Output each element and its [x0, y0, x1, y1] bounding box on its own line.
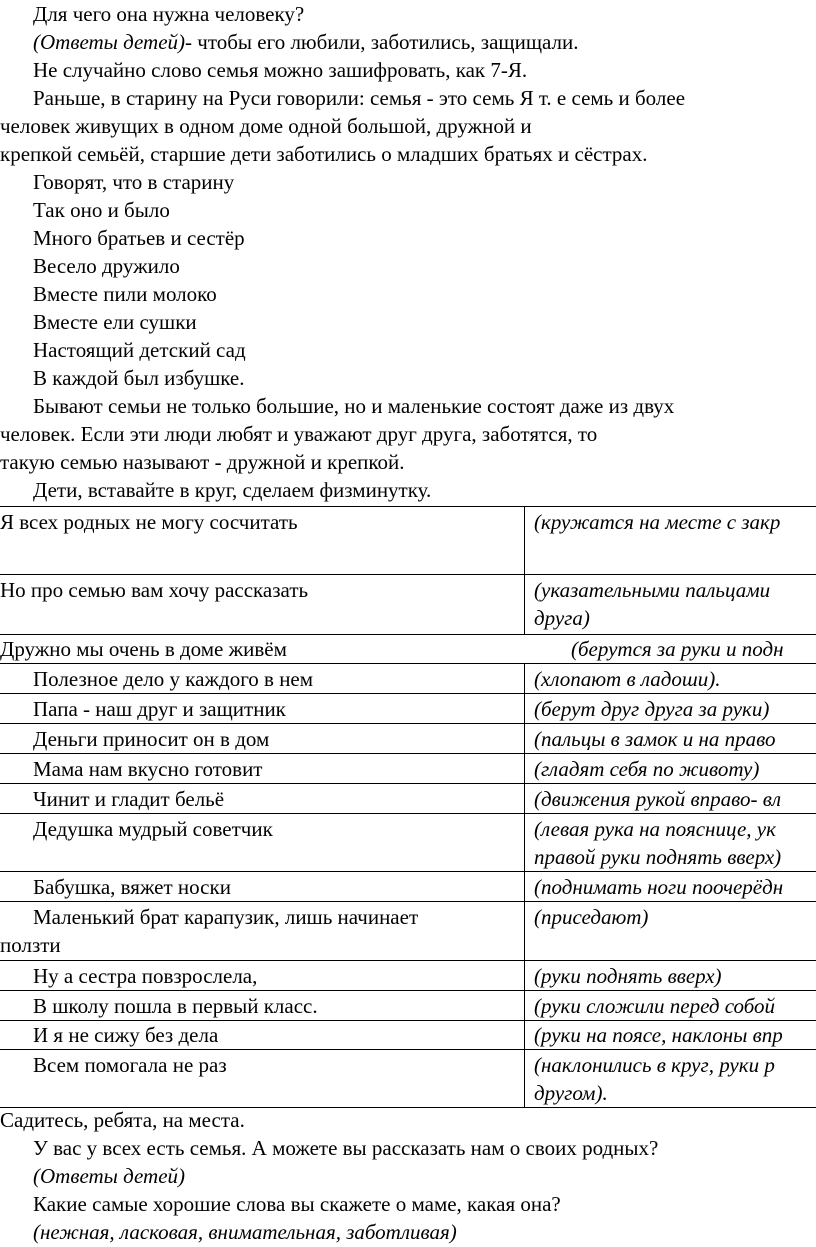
- table-cell-action: (хлопают в ладоши).: [534, 667, 721, 691]
- table-cell-text: Ну а сестра повзрослела,: [33, 964, 258, 988]
- table-cell-action: (поднимать ноги поочерёдн: [534, 875, 784, 899]
- paragraph-continuation: человек живущих в одном доме одной большой, дружной и: [0, 114, 532, 138]
- table-cell-action: (указательными пальцами: [534, 578, 771, 602]
- table-rule: [0, 663, 816, 664]
- table-cell-text: Всем помогала не раз: [33, 1053, 227, 1077]
- paragraph-continuation: человек. Если эти люди любят и уважают друг друга, заботятся, то: [0, 422, 598, 446]
- table-cell-action: (берутся за руки и подн: [571, 637, 784, 661]
- table-cell-text: Дедушка мудрый советчик: [33, 817, 273, 841]
- table-cell-action: (пальцы в замок и на право: [534, 727, 776, 751]
- table-cell-text: Деньги приносит он в дом: [33, 727, 270, 751]
- table-rule: [0, 990, 816, 991]
- table-cell-text: Чинит и гладит бельё: [33, 787, 225, 811]
- table-rule: [0, 813, 816, 814]
- paragraph-continuation: такую семью называют - дружной и крепкой.: [0, 450, 405, 474]
- table-cell-action: (приседают): [534, 905, 649, 929]
- paragraph: Садитесь, ребята, на места.: [0, 1108, 245, 1132]
- table-cell-action: (руки сложили перед собой: [534, 994, 776, 1018]
- italic-note: (нежная, ласковая, внимательная, заботливая): [33, 1220, 457, 1244]
- paragraph: У вас у всех есть семья. А можете вы рассказать нам о своих родных?: [33, 1136, 659, 1160]
- table-rule: [0, 960, 816, 961]
- table-cell-text: Маленький брат карапузик, лишь начинает: [33, 905, 419, 929]
- paragraph: Дети, вставайте в круг, сделаем физминутку.: [33, 478, 432, 502]
- paragraph: Не случайно слово семья можно зашифровать, как 7-Я.: [33, 58, 528, 82]
- table-cell-action: другом).: [534, 1081, 608, 1105]
- table-cell-text: Мама нам вкусно готовит: [33, 757, 263, 781]
- table-cell-action: (руки поднять вверх): [534, 964, 722, 988]
- table-cell-text: И я не сижу без дела: [33, 1023, 219, 1047]
- poem-line: Настоящий детский сад: [33, 338, 246, 362]
- poem-line: Так оно и было: [33, 198, 170, 222]
- paragraph-continuation: крепкой семьёй, старшие дети заботились о младших братьях и сёстрах.: [0, 142, 648, 166]
- table-cell-action: (гладят себя по животу): [534, 757, 760, 781]
- column-divider: [524, 663, 525, 1107]
- italic-note: (Ответы детей): [33, 1164, 186, 1188]
- exercise-table: [0, 506, 816, 1106]
- table-cell-action: (кружатся на месте с закр: [534, 510, 781, 534]
- table-cell-text: ползти: [0, 933, 61, 957]
- table-rule: [0, 723, 816, 724]
- table-rule: [0, 574, 816, 575]
- table-rule: [0, 753, 816, 754]
- paragraph: [33, 28, 578, 56]
- paragraph-text: - чтобы его любили, заботились, защищали.: [185, 30, 579, 54]
- paragraph: Бывают семьи не только большие, но и маленькие состоят даже из двух: [33, 394, 675, 418]
- table-cell-action: (наклонились в круг, руки р: [534, 1053, 775, 1077]
- table-rule: [0, 506, 816, 507]
- paragraph: Для чего она нужна человеку?: [33, 2, 305, 26]
- table-cell-action: (берут друг друга за руки): [534, 697, 770, 721]
- table-rule: [0, 693, 816, 694]
- table-rule: [0, 1049, 816, 1050]
- paragraph: Какие самые хорошие слова вы скажете о маме, какая она?: [33, 1192, 561, 1216]
- table-cell-text: Я всех родных не могу сосчитать: [0, 510, 298, 534]
- paragraph: Раньше, в старину на Руси говорили: семья - это семь Я т. е семь и более: [33, 86, 686, 110]
- column-divider: [524, 506, 525, 634]
- table-cell-action: (левая рука на пояснице, ук: [534, 817, 776, 841]
- italic-note: (Ответы детей): [33, 30, 186, 54]
- poem-line: Вместе пили молоко: [33, 282, 217, 306]
- table-cell-action: (движения рукой вправо- вл: [534, 787, 782, 811]
- table-cell-text: Бабушка, вяжет носки: [33, 875, 231, 899]
- poem-line: Говорят, что в старину: [33, 170, 235, 194]
- table-rule: [0, 871, 816, 872]
- table-cell-text: Дружно мы очень в доме живём: [0, 637, 287, 661]
- table-rule: [0, 783, 816, 784]
- poem-line: В каждой был избушке.: [33, 366, 245, 390]
- poem-line: Вместе ели сушки: [33, 310, 197, 334]
- table-cell-action: правой руки поднять вверх): [534, 845, 782, 869]
- table-cell-text: Папа - наш друг и защитник: [33, 697, 286, 721]
- table-cell-action: (руки на поясе, наклоны впр: [534, 1023, 783, 1047]
- table-cell-text: Полезное дело у каждого в нем: [33, 667, 314, 691]
- table-rule: [0, 901, 816, 902]
- poem-line: Много братьев и сестёр: [33, 226, 245, 250]
- poem-line: Весело дружило: [33, 254, 180, 278]
- table-cell-text: Но про семью вам хочу рассказать: [0, 578, 309, 602]
- table-cell-action: друга): [534, 606, 590, 630]
- table-cell-text: В школу пошла в первый класс.: [33, 994, 318, 1018]
